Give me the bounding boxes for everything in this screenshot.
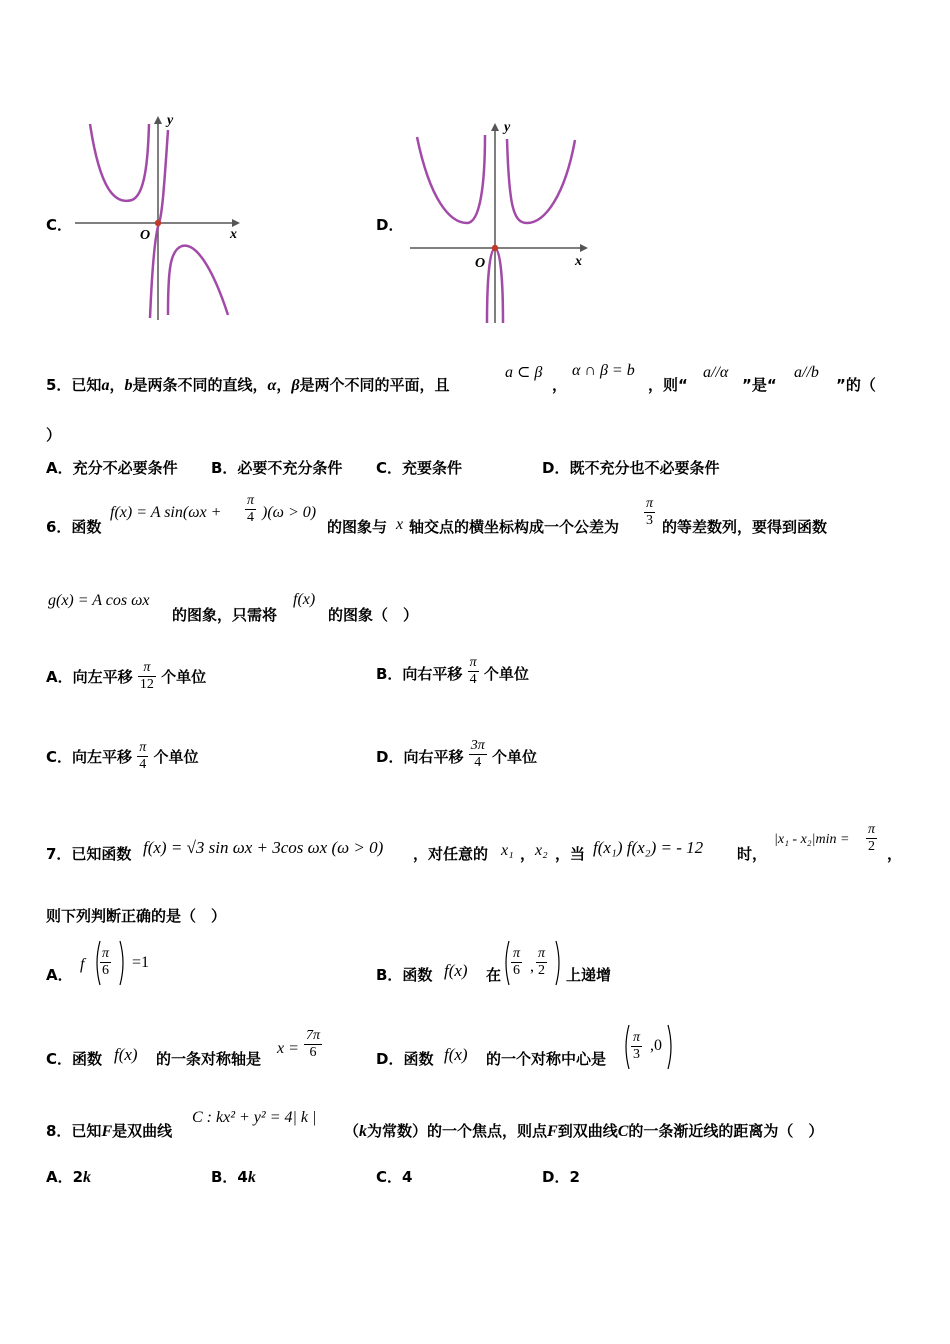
q6-stem-1: 6．函数 — [46, 518, 102, 536]
q8-expr: C : kx² + y² = 4| k | — [192, 1109, 317, 1126]
q6-stem-5: 的图象，只需将 — [172, 606, 278, 624]
q6-opt-c-pre: C．向左平移 — [46, 748, 133, 766]
q6-var-x: x — [396, 516, 404, 533]
q7-opt-d-left-paren — [622, 1024, 630, 1070]
q7-opt-b-mid: 在 — [486, 966, 502, 984]
q5-var-a: a — [101, 377, 110, 394]
q8-opt-b-text: B．4 — [211, 1168, 248, 1186]
q5-stem — [46, 374, 450, 395]
q7-opt-b-den-1: 6 — [513, 963, 520, 978]
q6-option-a[interactable] — [46, 660, 206, 693]
graph-d-x-label: x — [575, 254, 582, 269]
graph-d-curve-right — [507, 139, 575, 223]
q7-opt-a-pre[interactable]: A． — [46, 966, 73, 984]
q7-opt-c-fraction — [304, 1028, 322, 1061]
q6-opt-a-num: π — [138, 660, 156, 677]
q7-x1: x₁ — [501, 842, 514, 859]
q6-fx: f(x) — [293, 591, 316, 608]
q5-var-alpha: α — [267, 377, 277, 394]
q7-stem-1: 7．已知函数 — [46, 845, 132, 863]
q7-opt-d-mid: 的一个对称中心是 — [486, 1050, 607, 1068]
q7-stem-5: ， — [887, 845, 903, 863]
q7-opt-c-mid: 的一条对称轴是 — [156, 1050, 262, 1068]
q6-opt-d-post: 个单位 — [491, 748, 537, 766]
q7-opt-b-den-2: 2 — [538, 963, 545, 978]
q6-opt-a-den: 12 — [139, 677, 154, 692]
q6-diff-num: π — [646, 496, 654, 511]
q6-opt-d-pre: D．向右平移 — [376, 748, 464, 766]
q5-comma-3: ， — [552, 376, 568, 394]
q8-option-b[interactable] — [211, 1166, 256, 1187]
q5-cond-3: a//α — [703, 364, 729, 381]
q6-f-frac-num: π — [247, 493, 255, 508]
graph-c-label: C． — [46, 216, 73, 234]
q5-option-a[interactable]: A．充分不必要条件 — [46, 459, 178, 477]
q5-option-b[interactable]: B．必要不充分条件 — [211, 459, 343, 477]
q7-opt-a-f: f — [80, 956, 85, 973]
q6-stem-2: 的图象与 — [327, 518, 388, 536]
q7-opt-b-fraction-2 — [536, 946, 547, 979]
q7-opt-b-num-2: π — [538, 946, 546, 961]
q6-f-frac-den: 4 — [247, 510, 254, 525]
q5-stem-6: ”的（ — [836, 376, 876, 394]
q6-opt-a-post: 个单位 — [161, 668, 207, 686]
q7-opt-a-post: =1 — [132, 954, 150, 971]
graph-d-x-arrow — [580, 244, 588, 252]
q6-option-d[interactable] — [376, 738, 537, 771]
q8-stem-1: 8．已知 — [46, 1122, 102, 1140]
q7-stem-4: 时， — [737, 845, 768, 863]
q8-stem-6: 的一条渐近线的距离为（ ） — [628, 1122, 824, 1140]
q8-stem-3: （ — [344, 1122, 360, 1140]
q7-opt-b-pre[interactable]: B．函数 — [376, 966, 433, 984]
q7-abs-fraction — [866, 822, 877, 855]
q7-opt-d-den: 3 — [633, 1047, 640, 1062]
q6-f-expr-2: )(ω > 0) — [262, 504, 317, 521]
q6-opt-d-num: 3π — [470, 738, 485, 753]
q5-var-beta: β — [291, 377, 300, 394]
q6-diff-den: 3 — [646, 513, 653, 528]
graph-d-curve-left — [417, 135, 485, 223]
q7-opt-b-fraction-1 — [511, 946, 522, 979]
graph-c-origin-label: O — [140, 228, 151, 243]
q7-stem-3: ，当 — [555, 845, 586, 863]
q5-cond-4: a//b — [794, 364, 819, 381]
graph-d — [405, 115, 595, 327]
q7-opt-d-fraction — [631, 1030, 642, 1063]
q6-option-b[interactable] — [376, 655, 529, 688]
q8-stem-a — [46, 1120, 172, 1141]
q5-stem-1: 5．已知 — [46, 376, 102, 394]
q8-var-F: F — [101, 1123, 113, 1140]
q8-var-k: k — [359, 1123, 368, 1140]
q7-opt-b-num-1: π — [513, 946, 521, 961]
q5-stem-4: ，则“ — [648, 376, 688, 394]
q8-opt-b-k: k — [247, 1169, 256, 1186]
graph-d-origin-point — [492, 245, 498, 251]
q7-opt-b-left-paren — [502, 940, 510, 986]
q7-opt-d-pre[interactable]: D．函数 — [376, 1050, 434, 1068]
q5-close-paren: ） — [46, 426, 62, 444]
q7-opt-b-right-paren — [555, 940, 563, 986]
q8-var-C: C — [617, 1123, 629, 1140]
q5-comma-1: ， — [109, 376, 125, 394]
q7-opt-a-fraction — [100, 946, 111, 979]
q7-opt-c-num: 7π — [306, 1028, 321, 1043]
q6-opt-c-fraction — [137, 740, 148, 773]
q6-opt-b-pre: B．向右平移 — [376, 665, 463, 683]
q6-opt-c-den: 4 — [139, 757, 147, 772]
q8-stem-2: 是双曲线 — [112, 1122, 173, 1140]
q6-opt-a-pre: A．向左平移 — [46, 668, 133, 686]
q6-stem-6: 的图象（ ） — [328, 606, 419, 624]
graph-d-curves — [417, 135, 575, 323]
q5-cond-2: α ∩ β = b — [572, 362, 635, 379]
q8-stem-b — [344, 1120, 823, 1141]
q8-option-d[interactable]: D．2 — [542, 1168, 580, 1186]
q6-opt-d-den: 4 — [474, 755, 482, 770]
q6-opt-d-fraction — [469, 738, 487, 771]
q7-stem-6: 则下列判断正确的是（ ） — [46, 907, 227, 925]
graph-c-origin-point — [155, 220, 161, 226]
q8-stem-4: 为常数）的一个焦点，则点 — [367, 1122, 548, 1140]
q8-option-a[interactable] — [46, 1166, 91, 1187]
q7-opt-c-f: f(x) — [114, 1045, 138, 1064]
q7-x2: x₂ — [535, 842, 548, 859]
q6-opt-b-fraction — [468, 655, 479, 688]
q7-product: f(x₁) f(x₂) = - 12 — [593, 838, 704, 857]
q5-stem-3: 是两个不同的平面，且 — [299, 376, 450, 394]
q7-opt-a-num: π — [102, 946, 110, 961]
q7-opt-d-num: π — [633, 1030, 641, 1045]
q7-f-expr: f(x) = √3 sin ωx + 3cos ωx (ω > 0) — [143, 838, 384, 857]
q6-opt-b-den: 4 — [469, 672, 477, 687]
q7-opt-d-f: f(x) — [444, 1045, 468, 1064]
q5-comma-2: ， — [276, 376, 292, 394]
q5-option-c[interactable]: C．充要条件 — [376, 459, 463, 477]
q8-option-c[interactable]: C．4 — [376, 1168, 413, 1186]
q8-stem-5: 到双曲线 — [557, 1122, 618, 1140]
q7-opt-c-den: 6 — [309, 1045, 317, 1060]
q8-opt-a-text: A．2 — [46, 1168, 84, 1186]
graph-d-origin-label: O — [475, 256, 486, 271]
q6-f-fraction — [245, 493, 256, 526]
q6-common-diff — [644, 496, 655, 529]
graph-d-label: D． — [376, 216, 404, 234]
q7-stem-2: ，对任意的 — [413, 845, 489, 863]
graph-c-x-arrow — [232, 219, 240, 227]
q6-option-c[interactable] — [46, 740, 199, 773]
q7-abs-num: π — [868, 822, 876, 837]
q5-cond-1: a ⊂ β — [505, 364, 543, 381]
graph-c — [70, 110, 250, 325]
q5-stem-2: 是两条不同的直线， — [132, 376, 268, 394]
q6-opt-a-fraction — [138, 660, 156, 693]
q8-var-F2: F — [547, 1123, 558, 1140]
q7-opt-a-den: 6 — [102, 963, 109, 978]
q6-stem-3: 轴交点的横坐标构成一个公差为 — [409, 518, 620, 536]
q6-opt-b-post: 个单位 — [483, 665, 529, 683]
q7-opt-d-tail: ,0 — [650, 1037, 662, 1054]
q7-comma: ， — [520, 845, 536, 863]
q6-f-expr-1: f(x) = A sin(ωx + — [110, 504, 222, 521]
q7-abs-expr: |x₁ - x₂|min = — [774, 832, 850, 847]
graph-d-y-arrow — [491, 123, 499, 131]
graph-c-curve-right — [168, 246, 228, 315]
q6-opt-b-num: π — [469, 655, 477, 670]
graph-d-y-label: y — [504, 120, 511, 135]
q7-opt-c-pre[interactable]: C．函数 — [46, 1050, 103, 1068]
q7-opt-a-right-paren — [119, 940, 127, 986]
q7-opt-c-x: x = — [277, 1040, 299, 1057]
graph-c-y-label: y — [167, 113, 174, 128]
q6-stem-4: 的等差数列，要得到函数 — [662, 518, 828, 536]
q7-opt-b-f: f(x) — [444, 961, 468, 980]
q7-opt-d-right-paren — [667, 1024, 675, 1070]
q7-abs-den: 2 — [868, 839, 875, 854]
graph-c-x-label: x — [230, 227, 237, 242]
graph-c-curve-left — [90, 124, 149, 201]
graph-c-y-arrow — [154, 116, 162, 124]
q5-option-d[interactable]: D．既不充分也不必要条件 — [542, 459, 720, 477]
q6-g-expr: g(x) = A cos ωx — [48, 592, 150, 609]
q5-var-b: b — [124, 377, 133, 394]
q5-stem-5: ”是“ — [742, 376, 777, 394]
q6-opt-c-post: 个单位 — [153, 748, 199, 766]
q7-opt-b-comma: , — [530, 958, 534, 975]
q8-opt-a-k: k — [83, 1169, 92, 1186]
q6-opt-c-num: π — [139, 740, 147, 755]
q7-opt-b-post: 上递增 — [566, 966, 612, 984]
